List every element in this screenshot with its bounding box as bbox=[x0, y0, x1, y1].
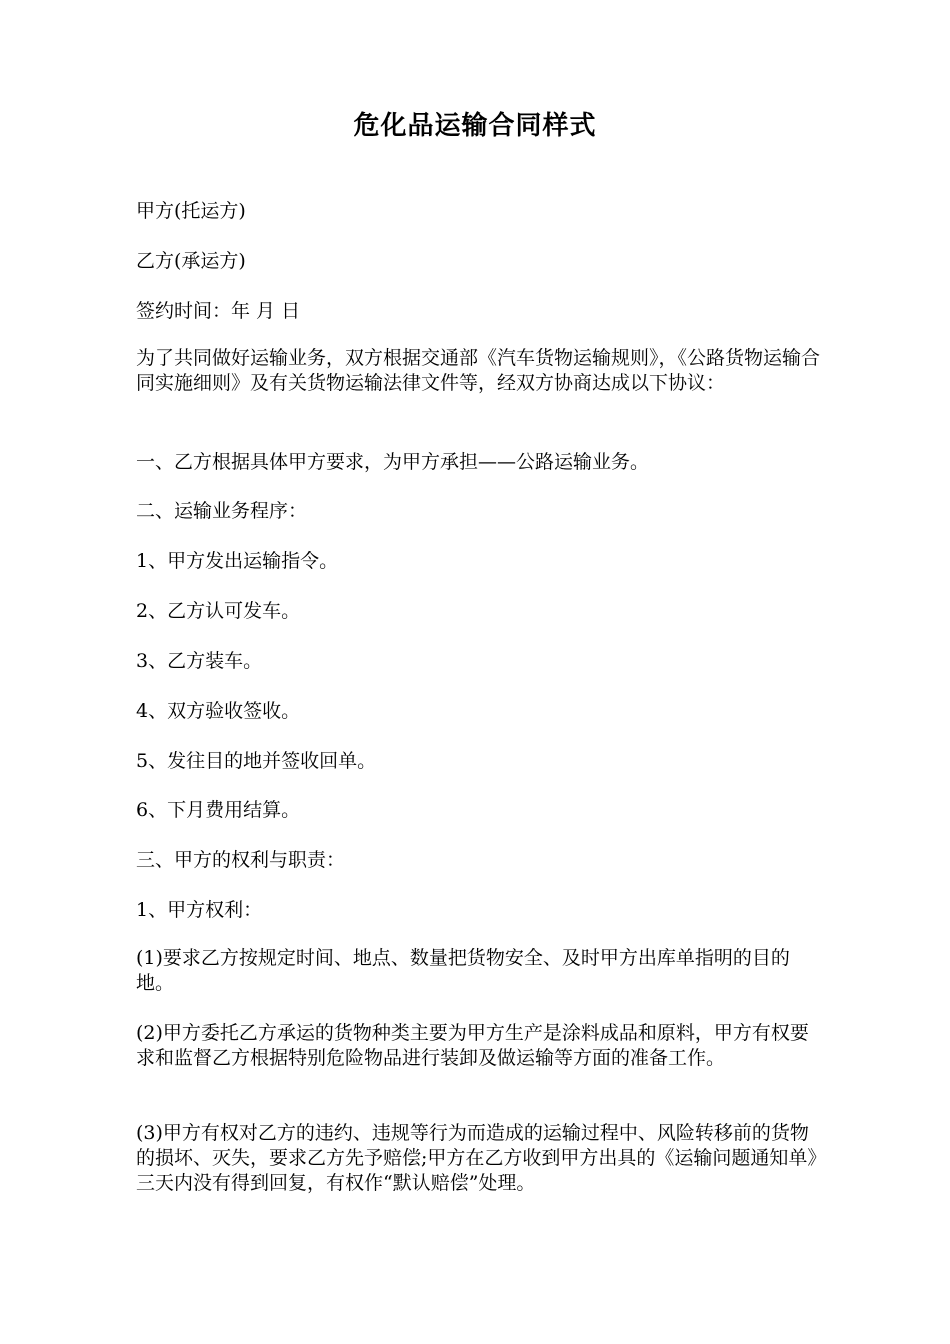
procedure-item: 6、下月费用结算。 bbox=[136, 799, 301, 821]
procedure-item: 1、甲方发出运输指令。 bbox=[136, 550, 339, 572]
clause-paragraph: (2)甲方委托乙方承运的货物种类主要为甲方生产是涂料成品和原料，甲方有权要求和监督乙方根据特别危险物品进行装卸及做运输等方面的准备工作。 bbox=[136, 1022, 809, 1069]
section-3-heading: 三、甲方的权利与职责： bbox=[136, 849, 346, 871]
rights-heading: 1、甲方权利： bbox=[136, 899, 263, 921]
party-b-line: 乙方(承运方) bbox=[136, 250, 246, 272]
procedure-item: 5、发往目的地并签收回单。 bbox=[136, 750, 377, 772]
intro-paragraph: 为了共同做好运输业务，双方根据交通部《汽车货物运输规则》，《公路货物运输合同实施细则》及有关货物运输法律文件等，经双方协商达成以下协议： bbox=[136, 347, 821, 394]
document-title: 危化品运输合同样式 bbox=[353, 111, 597, 141]
clause-paragraph: (1)要求乙方按规定时间、地点、数量把货物安全、及时甲方出库单指明的目的地。 bbox=[136, 947, 790, 994]
sign-date-line: 签约时间：年 月 日 bbox=[136, 300, 301, 322]
procedure-item: 3、乙方装车。 bbox=[136, 650, 263, 672]
party-a-line: 甲方(托运方) bbox=[136, 200, 246, 222]
procedure-item: 4、双方验收签收。 bbox=[136, 700, 301, 722]
procedure-item: 2、乙方认可发车。 bbox=[136, 600, 301, 622]
section-1: 一、乙方根据具体甲方要求，为甲方承担——公路运输业务。 bbox=[136, 451, 650, 473]
section-2-heading: 二、运输业务程序： bbox=[136, 500, 308, 522]
clause-paragraph: (3)甲方有权对乙方的违约、违规等行为而造成的运输过程中、风险转移前的货物的损坏、灭失，要求乙方先予赔偿;甲方在乙方收到甲方出具的《运输问题通知单》三天内没有得到回复，有权作“默认赔偿”处理。 bbox=[136, 1122, 817, 1194]
